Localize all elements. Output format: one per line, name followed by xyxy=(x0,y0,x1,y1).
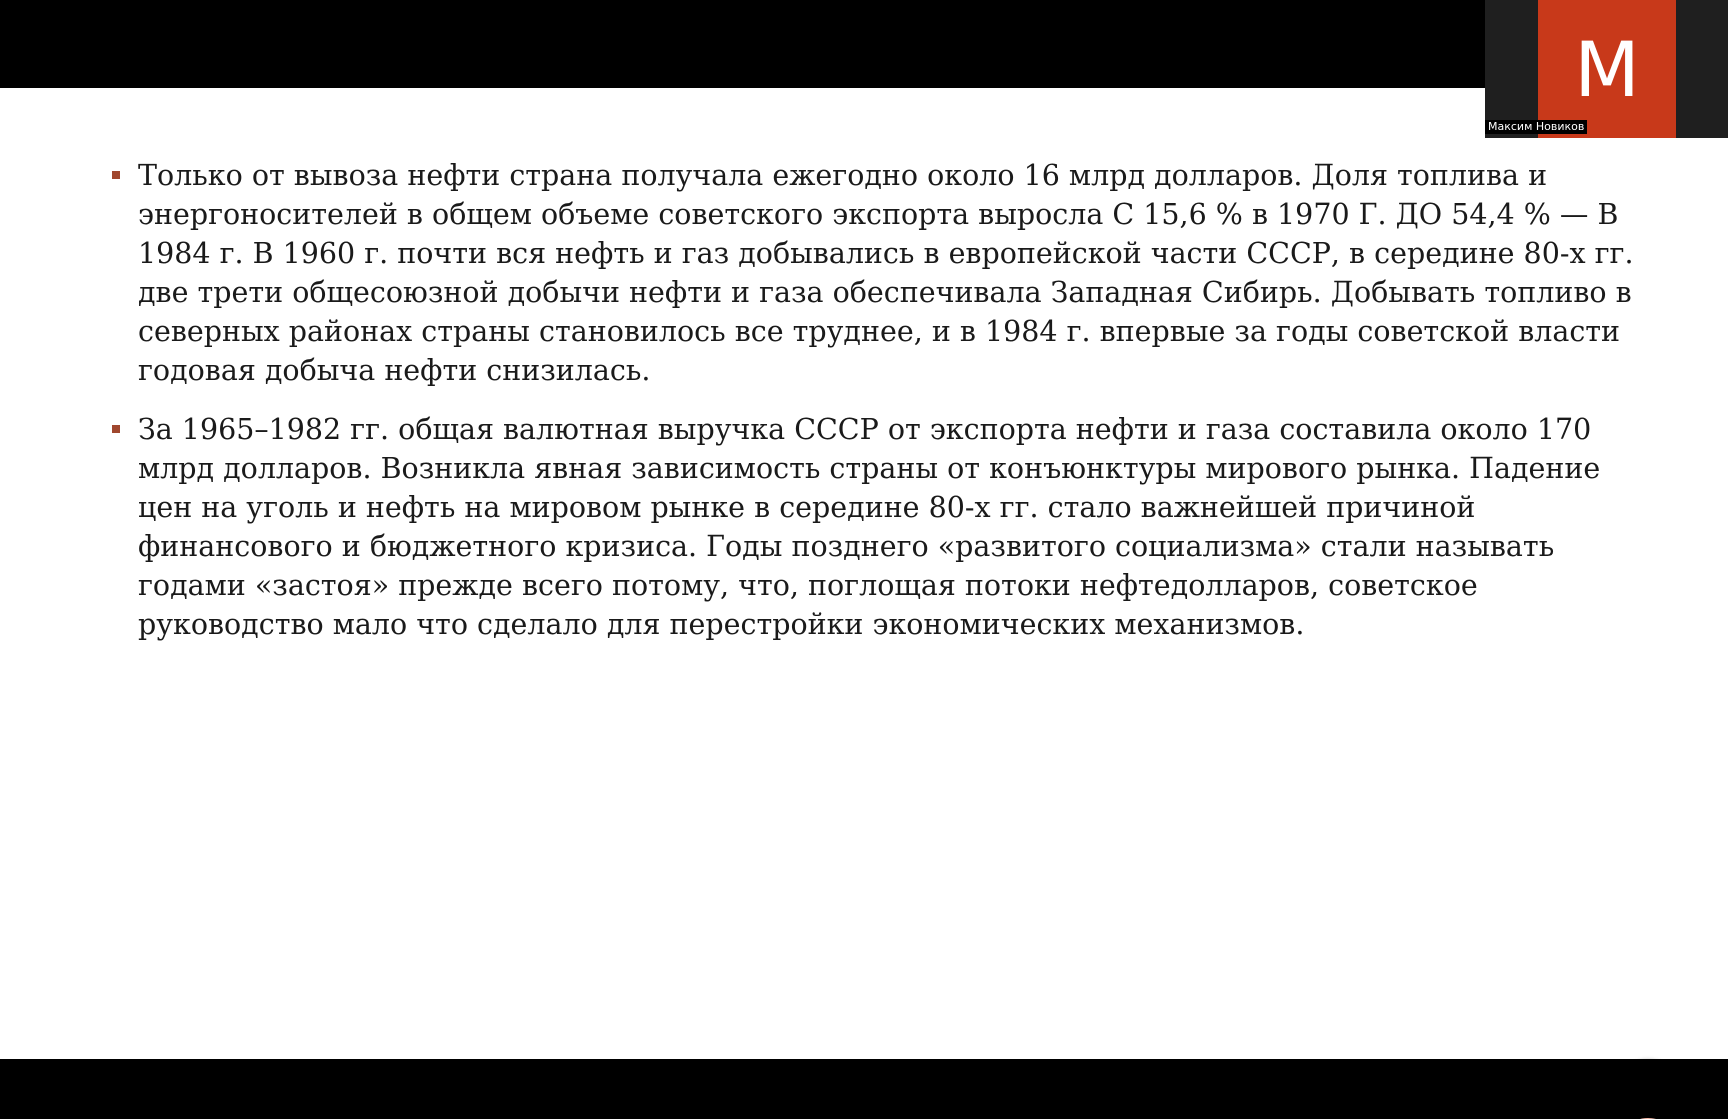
participant-video-tile[interactable] xyxy=(1485,0,1728,138)
bullet-item xyxy=(112,156,1652,390)
square-bullet-icon xyxy=(112,171,120,179)
bullet-list xyxy=(112,156,1652,664)
top-letterbox-bar xyxy=(0,0,1728,88)
bullet-item xyxy=(112,410,1652,644)
bullet-text: За 1965–1982 гг. общая валютная выручка СССР от экспорта нефти и газа составила около 170 млрд долларов. Возникла явная зависимость страны от конъюнктуры мирового рынка. Падение цен на уголь и нефть на мировом рынке в середине 80-х гг. стало важнейшей причиной финансового и бюджетного кризиса. Годы позднего «развитого социализма» стали называть годами «застоя» прежде всего потому, что, поглощая потоки нефтедолларов, советское руководство мало что сделало для перестройки экономических механизмов. xyxy=(138,413,1601,641)
participant-name-label: Максим Новиков xyxy=(1485,120,1587,134)
bottom-letterbox-bar xyxy=(0,1059,1728,1118)
bullet-text: Только от вывоза нефти страна получала ежегодно около 16 млрд долларов. Доля топлива и энергоносителей в общем объеме советского экспорта выросла С 15,6 % в 1970 Г. ДО 54,4 % — В 1984 г. В 1960 г. почти вся нефть и газ добывались в европейской части СССР, в середине 80-х гг. две трети общесоюзной добычи нефти и газа обеспечивала Западная Сибирь. Добывать топливо в северных районах страны становилось все труднее, и в 1984 г. впервые за годы советской власти годовая добыча нефти снизилась. xyxy=(138,159,1634,387)
square-bullet-icon xyxy=(112,425,120,433)
avatar: М xyxy=(1538,0,1676,138)
presentation-slide xyxy=(0,88,1728,1059)
